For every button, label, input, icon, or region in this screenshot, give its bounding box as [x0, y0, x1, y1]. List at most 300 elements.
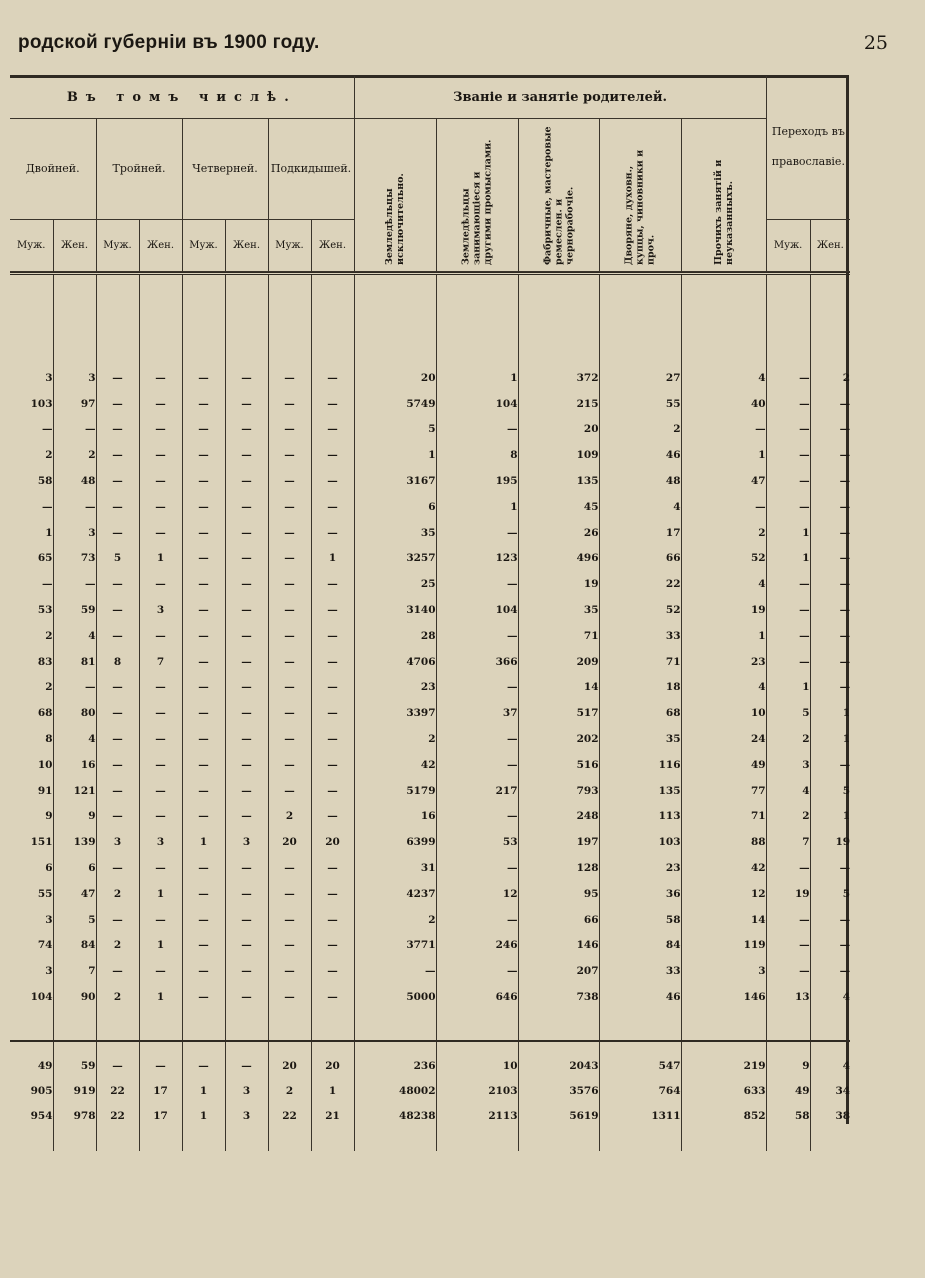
table-cell: 45 [518, 494, 599, 520]
table-cell: 852 [681, 1104, 766, 1129]
table-cell: — [182, 752, 225, 778]
table-cell: — [810, 546, 850, 572]
table-cell: 55 [37, 887, 53, 900]
table-cell: 1 [139, 546, 182, 572]
table-row [10, 391, 850, 417]
table-cell: — [139, 778, 182, 804]
table-cell: 4706 [354, 649, 436, 675]
table-cell: — [311, 700, 354, 726]
table-cell: — [436, 726, 518, 752]
table-cell: — [311, 391, 354, 417]
table-cell: 215 [518, 391, 599, 417]
header-male: Муж. [10, 219, 53, 271]
table-cell: — [268, 597, 311, 623]
table-cell: 22 [96, 1079, 139, 1104]
table-cell: — [311, 804, 354, 830]
table-cell: — [182, 546, 225, 572]
table-cell: — [139, 623, 182, 649]
table-cell: 71 [681, 804, 766, 830]
table-cell: — [810, 649, 850, 675]
table-cell: 66 [518, 907, 599, 933]
table-row [10, 778, 850, 804]
table-cell: 22 [599, 571, 681, 597]
table-cell: 135 [518, 468, 599, 494]
total-row [10, 1054, 850, 1079]
table-row [10, 726, 850, 752]
table-cell: 97 [53, 391, 96, 417]
table-cell: — [436, 855, 518, 881]
table-cell: 7 [139, 649, 182, 675]
header-occupation-3: Фабричные, мастеровые ремеслен. и чернорабочіе. [518, 119, 599, 272]
table-cell: 146 [681, 984, 766, 1010]
table-row [10, 958, 850, 984]
table-cell: 3 [53, 365, 96, 391]
table-cell: 5 [53, 907, 96, 933]
table-cell: 33 [599, 623, 681, 649]
table-cell: — [810, 675, 850, 701]
table-row [10, 417, 850, 443]
table-cell: 1 [681, 442, 766, 468]
table-cell: — [681, 417, 766, 443]
table-cell: 2113 [436, 1104, 518, 1129]
table-cell: — [182, 623, 225, 649]
table-cell: 2 [766, 804, 810, 830]
table-cell: 20 [518, 417, 599, 443]
table-cell: — [268, 700, 311, 726]
table-cell: — [810, 391, 850, 417]
table-cell: 1 [182, 829, 225, 855]
table-cell: 2 [268, 804, 311, 830]
table-cell: — [225, 675, 268, 701]
total-row [10, 1079, 850, 1104]
table-cell: — [96, 752, 139, 778]
table-cell: 18 [599, 675, 681, 701]
table-cell: — [225, 726, 268, 752]
table-cell: 1 [182, 1104, 225, 1129]
table-cell: — [139, 804, 182, 830]
table-cell: 978 [53, 1104, 96, 1129]
table-cell: 633 [681, 1079, 766, 1104]
table-row [10, 468, 850, 494]
table-cell: 9 [45, 810, 53, 823]
table-cell: — [810, 958, 850, 984]
table-row [10, 520, 850, 546]
table-cell: 4 [810, 1054, 850, 1079]
table-cell: 20 [311, 1054, 354, 1079]
table-cell: — [810, 623, 850, 649]
table-cell: 4 [53, 623, 96, 649]
table-cell: — [311, 494, 354, 520]
table-cell: — [810, 855, 850, 881]
table-cell: 26 [518, 520, 599, 546]
table-cell: — [182, 907, 225, 933]
table-cell: 5 [810, 778, 850, 804]
table-cell: — [681, 494, 766, 520]
table-cell: 3 [225, 1079, 268, 1104]
table-cell: — [268, 649, 311, 675]
table-cell: 22 [268, 1104, 311, 1129]
table-cell: — [225, 804, 268, 830]
table-cell: — [810, 494, 850, 520]
table-cell: 10 [436, 1054, 518, 1079]
table-cell: — [96, 1054, 139, 1079]
header-male: Муж. [182, 219, 225, 271]
table-cell: — [436, 675, 518, 701]
table-cell: 3 [45, 965, 53, 978]
table-cell: 104 [436, 597, 518, 623]
table-cell: 73 [53, 546, 96, 572]
table-cell: 16 [354, 804, 436, 830]
table-row [10, 881, 850, 907]
table-row [10, 494, 850, 520]
table-cell: — [182, 365, 225, 391]
table-cell: — [96, 958, 139, 984]
table-cell: — [96, 391, 139, 417]
table-cell: 42 [681, 855, 766, 881]
table-cell: — [268, 546, 311, 572]
table-cell: 23 [681, 649, 766, 675]
table-cell: — [268, 881, 311, 907]
header-triplets: Тройней. [96, 119, 182, 220]
table-cell: 55 [599, 391, 681, 417]
table-cell: 9 [53, 804, 96, 830]
table-cell: — [311, 571, 354, 597]
table-cell: 71 [599, 649, 681, 675]
table-cell: — [311, 958, 354, 984]
table-cell: 516 [518, 752, 599, 778]
table-cell: — [268, 391, 311, 417]
table-cell: 1311 [599, 1104, 681, 1129]
table-cell: — [311, 417, 354, 443]
table-cell: 28 [354, 623, 436, 649]
table-cell: 17 [139, 1104, 182, 1129]
table-cell: — [96, 571, 139, 597]
table-cell: 48238 [354, 1104, 436, 1129]
header-female: Жен. [225, 219, 268, 271]
table-cell: 2 [53, 442, 96, 468]
header-occupation-4: Дворяне, духовн., купцы, чиновники и проч. [599, 119, 681, 272]
table-cell: — [268, 726, 311, 752]
total-row [10, 1104, 850, 1129]
table-row [10, 752, 850, 778]
table-cell: — [182, 494, 225, 520]
table-cell: — [311, 855, 354, 881]
table-cell: — [311, 778, 354, 804]
table-cell: 1 [311, 546, 354, 572]
table-cell: — [182, 675, 225, 701]
table-cell: — [436, 804, 518, 830]
table-cell: 3 [681, 958, 766, 984]
table-cell: 1 [45, 526, 53, 539]
table-cell: 121 [53, 778, 96, 804]
header-foundlings: Подкидышей. [268, 119, 354, 220]
table-cell: 1 [766, 546, 810, 572]
table-cell: 35 [354, 520, 436, 546]
table-cell: 84 [53, 933, 96, 959]
table-cell: — [225, 365, 268, 391]
table-cell: 48 [599, 468, 681, 494]
table-cell: 52 [599, 597, 681, 623]
table-cell: — [225, 649, 268, 675]
table-cell: 10 [37, 758, 53, 771]
table-cell: — [96, 365, 139, 391]
table-cell: 35 [599, 726, 681, 752]
table-cell: 68 [37, 707, 53, 720]
table-cell: — [268, 984, 311, 1010]
table-cell: 197 [518, 829, 599, 855]
table-cell: — [96, 855, 139, 881]
table-cell: 1 [810, 804, 850, 830]
table-cell: 5 [810, 881, 850, 907]
table-cell: — [182, 417, 225, 443]
table-cell: 4 [599, 494, 681, 520]
table-cell: — [810, 468, 850, 494]
table-cell: 37 [436, 700, 518, 726]
table-cell: — [766, 468, 810, 494]
header-female: Жен. [311, 219, 354, 271]
table-cell: 7 [766, 829, 810, 855]
table-cell: 517 [518, 700, 599, 726]
table-cell: 3257 [354, 546, 436, 572]
table-cell: — [225, 778, 268, 804]
header-occupation-2: Земледѣльцы занимающіеся и другими промыслами. [436, 119, 518, 272]
table-cell: 2 [681, 520, 766, 546]
table-cell: 5749 [354, 391, 436, 417]
table-cell: 793 [518, 778, 599, 804]
table-cell: 14 [681, 907, 766, 933]
table-cell: 21 [311, 1104, 354, 1129]
table-row [10, 649, 850, 675]
table-cell: — [182, 933, 225, 959]
table-cell: 23 [599, 855, 681, 881]
table-cell: 6399 [354, 829, 436, 855]
table-cell: — [268, 417, 311, 443]
table-cell: 103 [30, 397, 53, 410]
table-cell: — [436, 623, 518, 649]
table-cell: 80 [53, 700, 96, 726]
table-cell: — [268, 365, 311, 391]
table-cell: — [182, 881, 225, 907]
table-row [10, 804, 850, 830]
table-cell: 34 [810, 1079, 850, 1104]
table-cell: — [311, 623, 354, 649]
table-cell: 2 [45, 681, 53, 694]
table-cell: — [139, 571, 182, 597]
table-cell: — [436, 417, 518, 443]
table-cell: 2 [96, 881, 139, 907]
table-cell: — [96, 494, 139, 520]
table-cell: — [53, 675, 96, 701]
table-row [10, 907, 850, 933]
table-cell: — [268, 855, 311, 881]
table-cell: 31 [354, 855, 436, 881]
table-cell: 40 [681, 391, 766, 417]
table-cell: — [96, 700, 139, 726]
table-row [10, 675, 850, 701]
table-cell: — [182, 520, 225, 546]
table-cell: 20 [268, 829, 311, 855]
table-cell: 2 [96, 984, 139, 1010]
table-cell: — [311, 752, 354, 778]
table-cell: — [182, 391, 225, 417]
table-cell: 6 [354, 494, 436, 520]
table-cell: 135 [599, 778, 681, 804]
table-cell: 1 [766, 675, 810, 701]
table-cell: 24 [681, 726, 766, 752]
table-cell: — [225, 958, 268, 984]
table-cell: — [311, 984, 354, 1010]
table-cell: — [182, 726, 225, 752]
table-cell: 919 [53, 1079, 96, 1104]
header-occupation-1: Земледѣльцы исключительно. [354, 119, 436, 272]
table-cell: — [225, 417, 268, 443]
table-cell: 3167 [354, 468, 436, 494]
table-cell: — [139, 468, 182, 494]
table-cell: 59 [53, 1054, 96, 1079]
table-cell: — [766, 365, 810, 391]
table-cell: — [766, 958, 810, 984]
table-cell: — [42, 500, 53, 513]
table-cell: 5 [96, 546, 139, 572]
table-cell: 8 [45, 733, 53, 746]
table-row [10, 365, 850, 391]
table-cell: — [182, 778, 225, 804]
table-cell: 372 [518, 365, 599, 391]
table-cell: — [96, 726, 139, 752]
table-cell: 4 [681, 365, 766, 391]
table-cell: — [354, 958, 436, 984]
table-cell: — [182, 468, 225, 494]
table-cell: 22 [96, 1104, 139, 1129]
table-cell: — [96, 778, 139, 804]
table-cell: — [96, 468, 139, 494]
table-cell: — [268, 752, 311, 778]
table-cell: 81 [53, 649, 96, 675]
table-cell: 1 [139, 881, 182, 907]
page-header [6, 30, 916, 60]
table-cell: 14 [518, 675, 599, 701]
table-cell: 20 [311, 829, 354, 855]
table-cell: 19 [766, 881, 810, 907]
table-cell: 47 [681, 468, 766, 494]
table-cell: 248 [518, 804, 599, 830]
table-cell: — [225, 597, 268, 623]
table-cell: 954 [30, 1110, 53, 1123]
table-cell: 128 [518, 855, 599, 881]
table-cell: 19 [810, 829, 850, 855]
table-cell: — [436, 907, 518, 933]
table-cell: 36 [599, 881, 681, 907]
table-cell: 219 [681, 1054, 766, 1079]
table-cell: 10 [681, 700, 766, 726]
table-cell: — [182, 442, 225, 468]
table-cell: 103 [599, 829, 681, 855]
page-number: 25 [863, 32, 888, 54]
table-cell: — [139, 520, 182, 546]
table-cell: 113 [599, 804, 681, 830]
table-cell: — [268, 571, 311, 597]
table-cell: 19 [518, 571, 599, 597]
table-cell: — [311, 907, 354, 933]
table-cell: 4 [766, 778, 810, 804]
table-cell: 58 [766, 1104, 810, 1129]
table-cell: — [225, 907, 268, 933]
table-cell: 217 [436, 778, 518, 804]
table-cell: 59 [53, 597, 96, 623]
header-male: Муж. [268, 219, 311, 271]
table-cell: — [268, 958, 311, 984]
table-cell: 4 [53, 726, 96, 752]
table-cell: 48002 [354, 1079, 436, 1104]
table-cell: — [311, 649, 354, 675]
table-cell: 95 [518, 881, 599, 907]
table-cell: — [225, 520, 268, 546]
table-cell: 246 [436, 933, 518, 959]
table-cell: — [42, 423, 53, 436]
table-cell: — [96, 804, 139, 830]
table-cell: — [225, 571, 268, 597]
table-cell: 119 [681, 933, 766, 959]
table-cell: 42 [354, 752, 436, 778]
table-cell: 5179 [354, 778, 436, 804]
table-cell: — [182, 597, 225, 623]
table-cell: 77 [681, 778, 766, 804]
table-row [10, 933, 850, 959]
table-cell: 5000 [354, 984, 436, 1010]
table-cell: 109 [518, 442, 599, 468]
table-cell: 53 [436, 829, 518, 855]
header-conversion: Переходъ въ православіе. [766, 76, 850, 219]
table-cell: 2 [45, 629, 53, 642]
table-cell: 53 [37, 604, 53, 617]
table-cell: — [766, 933, 810, 959]
table-cell: — [225, 984, 268, 1010]
table-row [10, 546, 850, 572]
table-row [10, 700, 850, 726]
table-cell: 12 [436, 881, 518, 907]
table-cell: 3 [139, 597, 182, 623]
table-cell: 74 [37, 939, 53, 952]
table-cell: 2 [45, 449, 53, 462]
table-cell: — [182, 804, 225, 830]
table-cell: — [139, 442, 182, 468]
table-cell: 2 [766, 726, 810, 752]
table-row [10, 829, 850, 855]
table-cell: 49 [766, 1079, 810, 1104]
table-cell: — [766, 649, 810, 675]
table-cell: 2103 [436, 1079, 518, 1104]
table-cell: 496 [518, 546, 599, 572]
table-cell: — [311, 597, 354, 623]
table-cell: 6 [45, 862, 53, 875]
table-cell: 1 [139, 933, 182, 959]
table-cell: — [766, 597, 810, 623]
table-cell: — [182, 984, 225, 1010]
table-cell: 2043 [518, 1054, 599, 1079]
table-cell: — [268, 675, 311, 701]
table-cell: 2 [268, 1079, 311, 1104]
table-cell: — [268, 442, 311, 468]
table-cell: — [96, 623, 139, 649]
table-cell: 88 [681, 829, 766, 855]
table-cell: 738 [518, 984, 599, 1010]
table-cell: 2 [599, 417, 681, 443]
table-cell: 8 [96, 649, 139, 675]
table-cell: — [766, 623, 810, 649]
table-cell: 1 [354, 442, 436, 468]
table-cell: 905 [30, 1085, 53, 1098]
table-cell: — [139, 855, 182, 881]
